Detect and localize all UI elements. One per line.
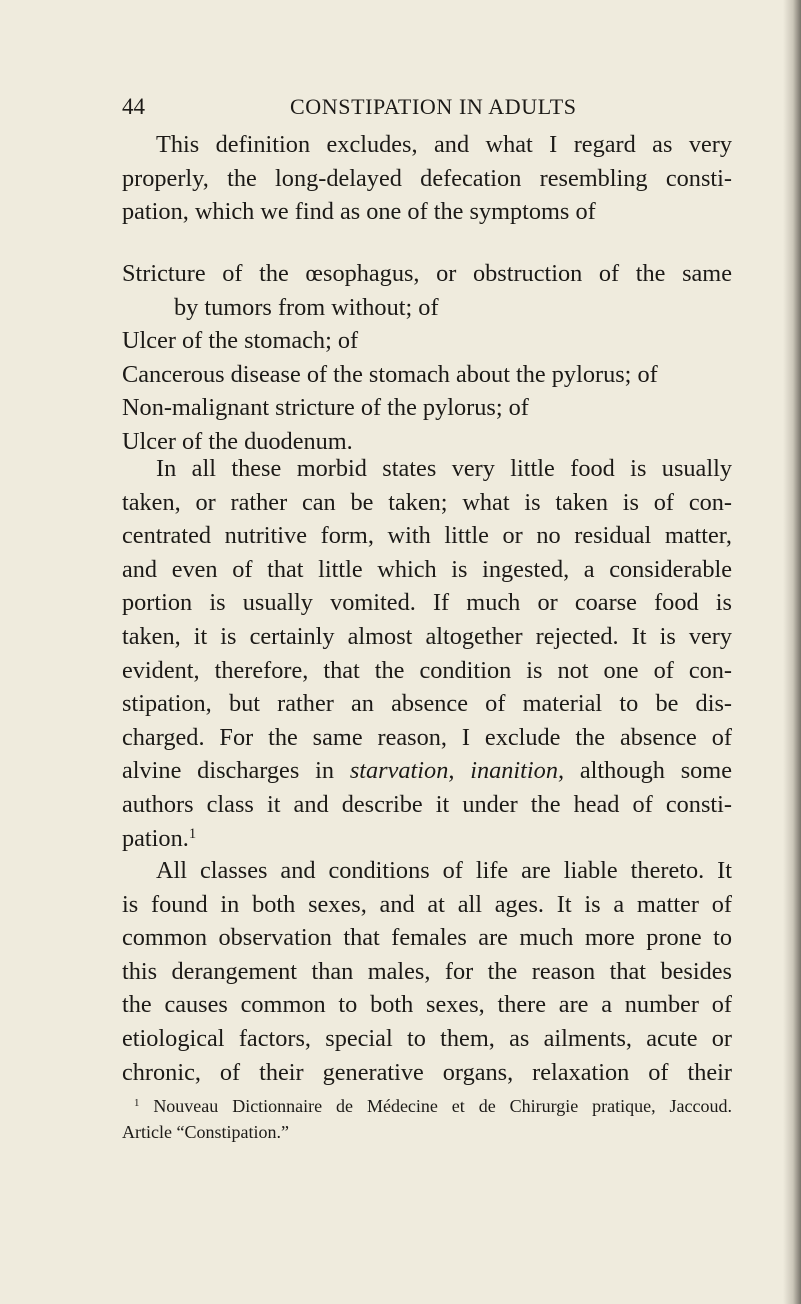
text-line: properly, the long-delayed defecation resembling consti- [122, 164, 732, 192]
text-line: pation, which we find as one of the symptoms of [122, 198, 596, 226]
footnote [122, 1093, 732, 1145]
stricture-list [122, 257, 732, 459]
text-line: stipation, but rather an absence of material to be dis- [122, 690, 732, 718]
paragraph-3 [122, 854, 732, 1089]
text-line: In all these morbid states very little food is usually [156, 455, 732, 482]
footnote-reference: 1 [188, 825, 197, 842]
footnote-marker: 1 [134, 1097, 140, 1110]
list-item-continuation: by tumors from without; of [174, 293, 439, 321]
text-run: although some [564, 757, 732, 785]
text-line: and even of that little which is ingested, a considerable [122, 555, 732, 583]
footnote-text: Nouveau Dictionnaire de Médecine et de Chirurgie pratique, Jaccoud. [153, 1096, 733, 1116]
text-line: taken, or rather can be taken; what is taken is of con- [122, 488, 732, 516]
text-line: centrated nutritive form, with little or no residual matter, [122, 522, 732, 550]
text-run: alvine discharges in [122, 757, 350, 785]
text-line: evident, therefore, that the condition is not one of con- [122, 656, 732, 684]
paragraph-1 [122, 128, 732, 229]
text-line: charged. For the same reason, I exclude the absence of [122, 723, 732, 751]
list-item: Stricture of the œsophagus, or obstruction of the same [122, 260, 732, 287]
text-line: chronic, of their generative organs, relaxation of their [122, 1058, 732, 1086]
text-line: common observation that females are much more prone to [122, 924, 732, 952]
text-line: etiological factors, special to them, as ailments, acute or [122, 1024, 732, 1052]
text-line: this derangement than males, for the reason that besides [122, 957, 732, 985]
text-line [122, 822, 732, 856]
text-line: is found in both sexes, and at all ages. It is a matter of [122, 890, 732, 918]
text-line [122, 754, 732, 788]
footnote-line [122, 1093, 732, 1119]
list-item: Ulcer of the stomach; of [122, 327, 359, 355]
list-item: Cancerous disease of the stomach about the pylorus; of [122, 360, 658, 388]
running-head: CONSTIPATION IN ADULTS [290, 94, 577, 119]
list-item: Ulcer of the duodenum. [122, 427, 353, 455]
text-line: portion is usually vomited. If much or coarse food is [122, 589, 732, 617]
italic-terms: starvation, inanition, [349, 757, 565, 785]
text-line: All classes and conditions of life are liable thereto. It [156, 857, 732, 884]
page-edge-shadow [783, 0, 801, 1304]
text-line: This definition excludes, and what I regard as very [156, 131, 732, 158]
list-item: Non-malignant stricture of the pylorus; of [122, 394, 529, 422]
page-number: 44 [122, 94, 145, 119]
footnote-line: Article “Constipation.” [122, 1122, 289, 1142]
paragraph-2 [122, 452, 732, 855]
text-run: pation. [122, 824, 189, 852]
text-line: taken, it is certainly almost altogether rejected. It is very [122, 622, 732, 650]
text-line: authors class it and describe it under the head of consti- [122, 790, 732, 818]
text-line: the causes common to both sexes, there are a number of [122, 991, 732, 1019]
page-header [0, 94, 801, 124]
